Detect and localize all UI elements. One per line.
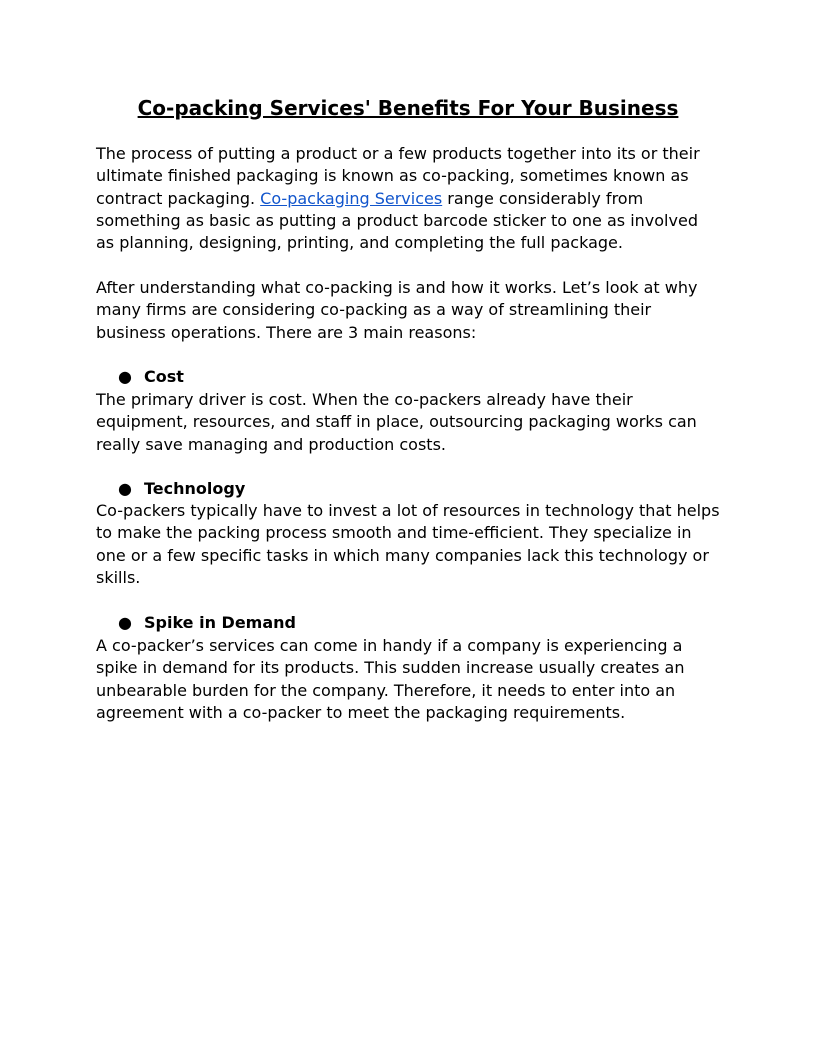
bullet-cost-heading: [118, 366, 184, 388]
intro-text-end: range considerably from something as basic as putting a product barcode sticker to one as involved as planning, designing, printing, and completing the full package.: [96, 188, 698, 253]
bullet-icon: ●: [118, 367, 132, 386]
bullet-technology-heading: [118, 478, 245, 500]
bullet-spike-heading: [118, 612, 296, 634]
bullet-icon: ●: [118, 613, 132, 632]
bullet-cost-text: The primary driver is cost. When the co-packers already have their equipment, resources, and staff in place, outsourcing packaging works can really save managing and production costs.: [96, 390, 697, 454]
document-title: Co-packing Services' Benefits For Your Business: [137, 96, 679, 120]
bullet-cost-label: Cost: [144, 367, 184, 386]
intro-text-start: The process of putting a product or a few products together into its or their ultimate finished packaging is known as co-packing, sometimes known as contract packaging.: [96, 144, 700, 208]
bullet-technology-label: Technology: [144, 479, 246, 498]
bullet-technology-text: Co-packers typically have to invest a lot of resources in technology that helps to make the packing process smooth and time-efficient. They specialize in one or a few specific tasks in which many companies lack this technology or skills.: [96, 501, 720, 587]
bullet-spike-text: A co-packer’s services can come in handy if a company is experiencing a spike in demand for its products. This sudden increase usually creates an unbearable burden for the company. Therefore, it needs to enter into an agreement with a co-packer to meet the packaging requirements.: [96, 636, 685, 722]
co-packaging-services-link[interactable]: Co-packaging Services: [260, 188, 443, 208]
bullet-spike-label: Spike in Demand: [144, 613, 296, 632]
bullet-icon: ●: [118, 479, 132, 498]
reasons-paragraph: After understanding what co-packing is and how it works. Let’s look at why many firms are considering co-packing as a way of streamlining their business operations. There are 3 main reasons:: [96, 278, 698, 342]
intro-paragraph: [96, 143, 720, 254]
